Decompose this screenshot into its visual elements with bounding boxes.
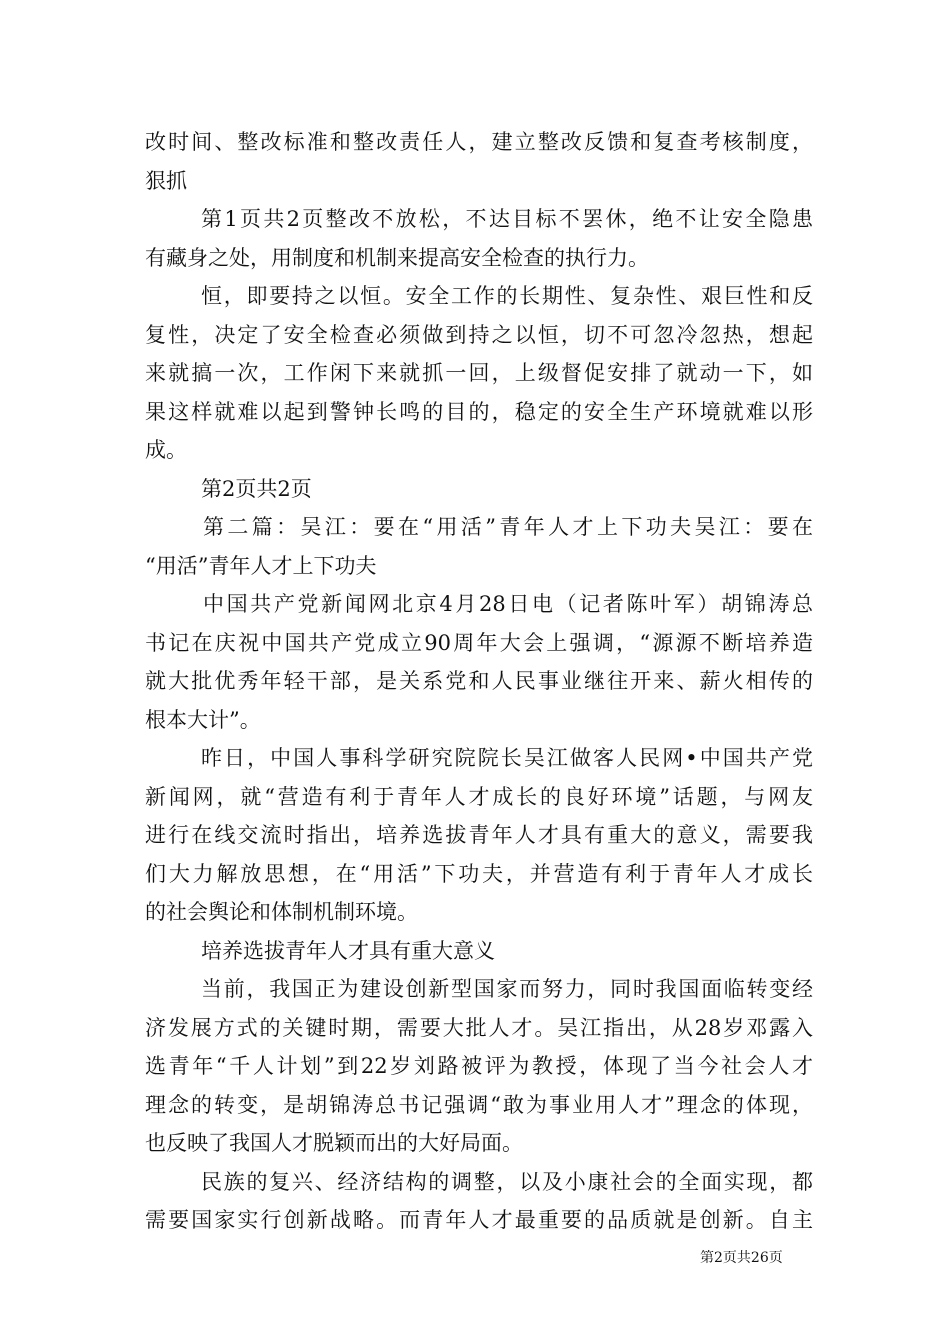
text-line: 的社会舆论和体制机制环境。 xyxy=(145,900,418,924)
text-line: 需要国家实行创新战略。而青年人才最重要的品质就是创新。自主 xyxy=(145,1208,813,1232)
text-line: 理念的转变，是胡锦涛总书记强调“敢为事业用人才”理念的体现， xyxy=(145,1092,813,1117)
text-line: 进行在线交流时指出，培养选拔青年人才具有重大的意义，需要我 xyxy=(145,823,813,847)
text-line: 第1页共2页整改不放松，不达目标不罢休，绝不让安全隐患 xyxy=(201,207,813,231)
text-line: 书记在庆祝中国共产党成立90周年大会上强调，“源源不断培养造 xyxy=(145,630,813,655)
page-number-footer: 第2页共26页 xyxy=(700,1250,783,1266)
text-line: 复性，决定了安全检查必须做到持之以恒，切不可忽冷忽热，想起 xyxy=(145,322,813,347)
text-line: 狠抓 xyxy=(145,168,187,193)
section-page-marker: 第2页共2页 xyxy=(201,476,312,501)
text-line: 来就搞一次，工作闲下来就抓一回，上级督促安排了就动一下，如 xyxy=(145,361,813,385)
text-line: 根本大计”。 xyxy=(145,707,261,732)
subheading: 培养选拔青年人才具有重大意义 xyxy=(201,938,495,963)
text-line: 当前，我国正为建设创新型国家而努力，同时我国面临转变经 xyxy=(201,977,813,1001)
text-line: 改时间、整改标准和整改责任人，建立整改反馈和复查考核制度， xyxy=(145,130,813,154)
text-line: 选青年“千人计划”到22岁刘路被评为教授，体现了当今社会人才 xyxy=(145,1054,813,1078)
text-line: 民族的复兴、经济结构的调整，以及小康社会的全面实现，都 xyxy=(201,1169,813,1194)
text-line: 有藏身之处，用制度和机制来提高安全检查的执行力。 xyxy=(145,245,649,270)
text-line: 果这样就难以起到警钟长鸣的目的，稳定的安全生产环境就难以形 xyxy=(145,399,813,424)
section-title-line: 第二篇：吴江：要在“用活”青年人才上下功夫吴江：要在 xyxy=(203,515,813,539)
text-line: 也反映了我国人才脱颖而出的大好局面。 xyxy=(145,1131,523,1155)
text-line: 昨日，中国人事科学研究院院长吴江做客人民网•中国共产党 xyxy=(201,746,813,770)
text-line: 新闻网，就“营造有利于青年人才成长的良好环境”话题，与网友 xyxy=(145,784,813,809)
text-line: 成。 xyxy=(145,438,187,462)
text-line: 们大力解放思想，在“用活”下功夫，并营造有利于青年人才成长 xyxy=(145,861,813,886)
text-line: 济发展方式的关键时期，需要大批人才。吴江指出，从28岁邓露入 xyxy=(145,1015,813,1040)
text-line: 中国共产党新闻网北京4月28日电（记者陈叶军）胡锦涛总 xyxy=(203,592,813,616)
section-title-line: “用活”青年人才上下功夫 xyxy=(145,553,377,578)
text-line: 就大批优秀年轻干部，是关系党和人民事业继往开来、薪火相传的 xyxy=(145,669,813,693)
text-line: 恒，即要持之以恒。安全工作的长期性、复杂性、艰巨性和反 xyxy=(201,284,813,308)
document-body xyxy=(145,123,813,1240)
